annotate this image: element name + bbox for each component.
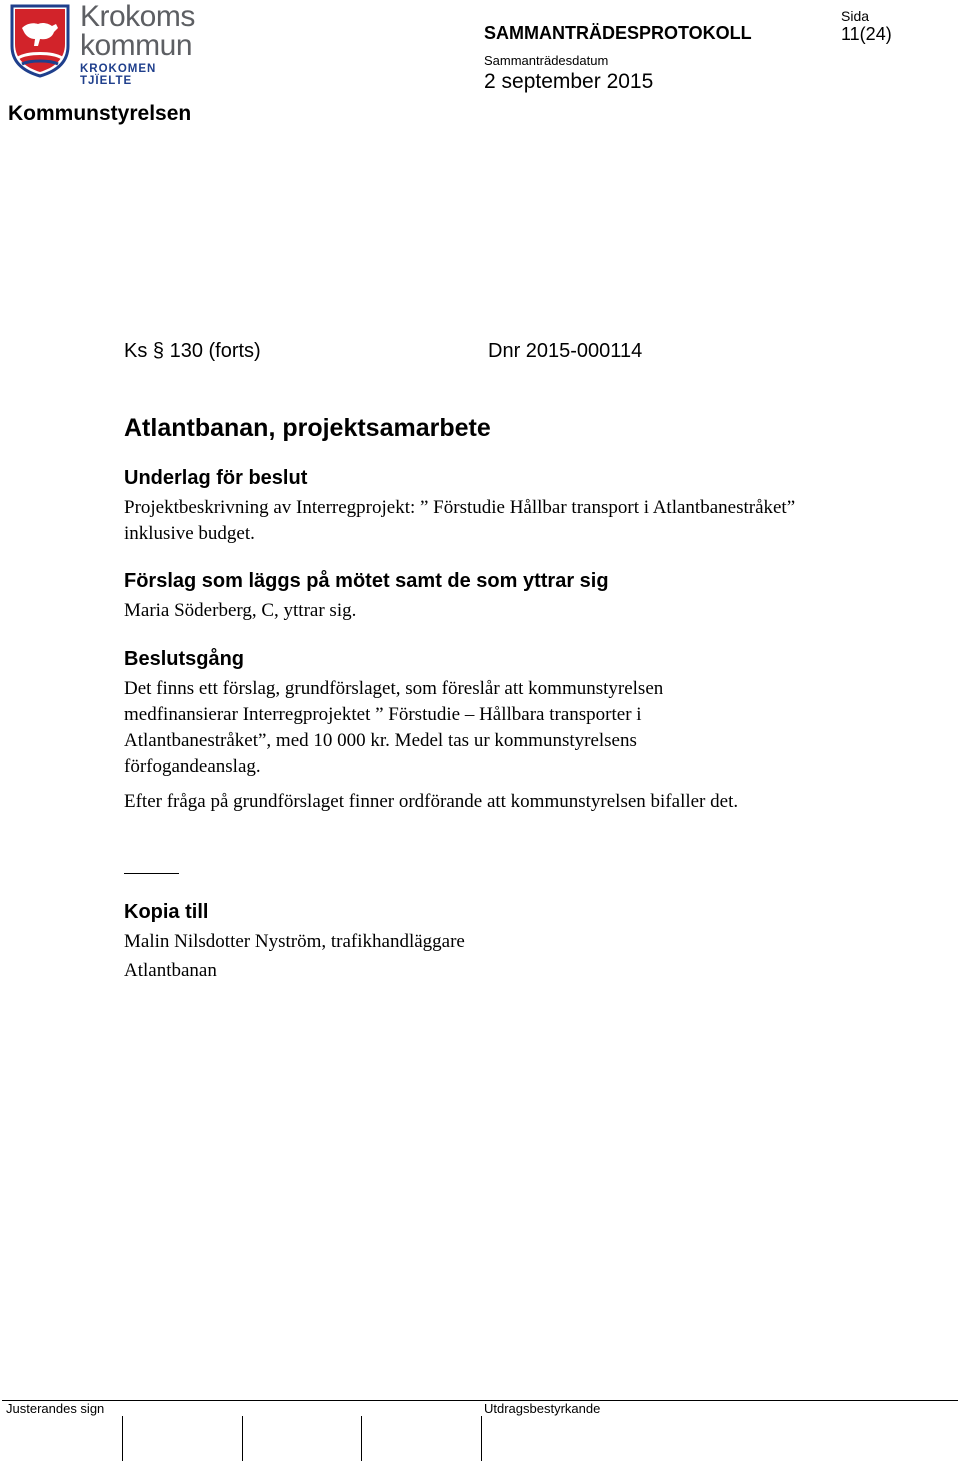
logo-line2: kommun <box>80 29 193 62</box>
kopia-recipient-1: Malin Nilsdotter Nyström, trafikhandläggare <box>124 931 465 952</box>
underlag-text: Projektbeskrivning av Interregprojekt: ” Förstudie Hållbar transport i Atlantbanestråket” inklusive budget. <box>124 497 796 544</box>
case-reference: Ks § 130 (forts) <box>124 340 261 362</box>
document-type: SAMMANTRÄDESPROTOKOLL <box>484 23 752 43</box>
logo-line1: Krokoms <box>80 0 195 33</box>
logo-line3: KROKOMEN TJÏELTE <box>80 63 157 87</box>
footer-divider <box>2 1400 958 1401</box>
signature-box-divider <box>122 1416 123 1461</box>
heading-forslag: Förslag som läggs på mötet samt de som yttrar sig <box>124 570 609 592</box>
forslag-text: Maria Söderberg, C, yttrar sig. <box>124 600 357 621</box>
signature-box-divider <box>361 1416 362 1461</box>
heading-underlag: Underlag för beslut <box>124 467 308 489</box>
meeting-date: 2 september 2015 <box>484 70 654 93</box>
signature-box-divider <box>481 1416 482 1461</box>
kopia-recipient-2: Atlantbanan <box>124 960 217 981</box>
page-number: 11(24) <box>841 24 892 44</box>
beslutsgang-paragraph1: Det finns ett förslag, grundförslaget, som föreslår att kommunstyrelsen medfinansierar Interregprojektet ” Förstudie – Hållbara transporter i Atlantbanestråket”, med 10 000 kr. Medel tas ur kommunstyrelsens förfogandeanslag. <box>124 678 664 777</box>
coat-of-arms-icon <box>8 2 72 78</box>
page-label: Sida <box>841 8 870 24</box>
section-divider <box>124 873 179 874</box>
logo <box>8 0 208 87</box>
date-label: Sammanträdesdatum <box>484 53 609 68</box>
diary-number: Dnr 2015-000114 <box>488 340 643 362</box>
footer-utdragsbestyrkande: Utdragsbestyrkande <box>484 1401 601 1416</box>
beslutsgang-paragraph2: Efter fråga på grundförslaget finner ordförande att kommunstyrelsen bifaller det. <box>124 791 739 812</box>
heading-beslutsgang: Beslutsgång <box>124 648 245 670</box>
organization-name: Kommunstyrelsen <box>8 102 192 125</box>
heading-kopia: Kopia till <box>124 901 209 923</box>
footer-justerandes-sign: Justerandes sign <box>6 1401 105 1416</box>
page-title: Atlantbanan, projektsamarbete <box>124 414 491 442</box>
signature-box-divider <box>242 1416 243 1461</box>
